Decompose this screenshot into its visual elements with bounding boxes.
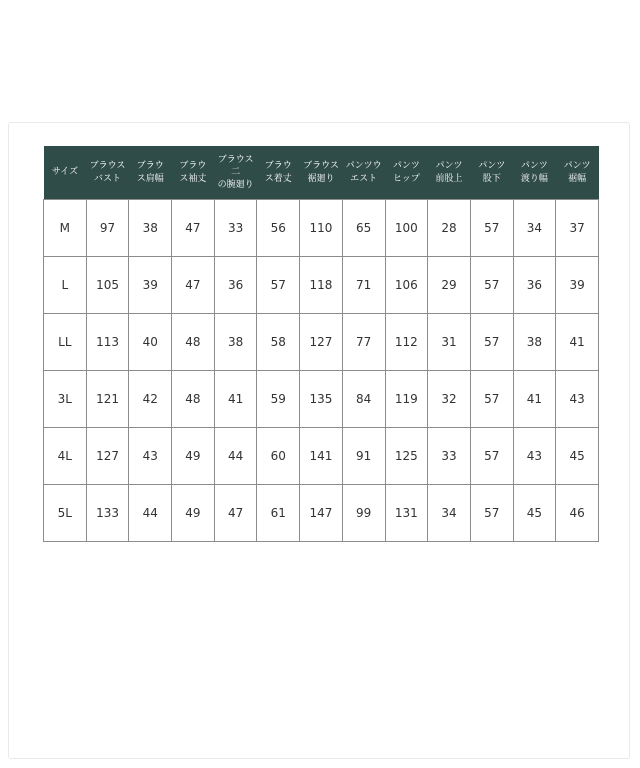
- value-cell: 118: [300, 257, 343, 314]
- value-cell: 57: [470, 485, 513, 542]
- value-cell: 112: [385, 314, 428, 371]
- column-header-pants-hip: [385, 146, 428, 200]
- value-cell: 99: [342, 485, 385, 542]
- size-chart-table: [43, 146, 599, 542]
- column-header-label: 渡り幅: [520, 173, 548, 184]
- column-header-label: 股下: [482, 173, 501, 184]
- table-row: [44, 314, 599, 371]
- value-cell: 31: [428, 314, 471, 371]
- value-cell: 41: [214, 371, 257, 428]
- value-cell: 47: [214, 485, 257, 542]
- column-header-label: ブラウス二: [217, 154, 254, 178]
- value-cell: 61: [257, 485, 300, 542]
- value-cell: 33: [214, 200, 257, 257]
- value-cell: 97: [86, 200, 129, 257]
- column-header-label: パンツ: [520, 160, 548, 171]
- value-cell: 135: [300, 371, 343, 428]
- value-cell: 34: [428, 485, 471, 542]
- value-cell: 29: [428, 257, 471, 314]
- value-cell: 46: [556, 485, 599, 542]
- value-cell: 121: [86, 371, 129, 428]
- value-cell: 36: [513, 257, 556, 314]
- value-cell: 44: [129, 485, 172, 542]
- value-cell: 56: [257, 200, 300, 257]
- value-cell: 43: [556, 371, 599, 428]
- value-cell: 28: [428, 200, 471, 257]
- value-cell: 39: [556, 257, 599, 314]
- size-cell: L: [44, 257, 87, 314]
- value-cell: 40: [129, 314, 172, 371]
- column-header-label: エスト: [350, 173, 378, 184]
- column-header-blouse-length: [257, 146, 300, 200]
- value-cell: 33: [428, 428, 471, 485]
- value-cell: 91: [342, 428, 385, 485]
- column-header-pants-front-rise: [428, 146, 471, 200]
- value-cell: 41: [556, 314, 599, 371]
- column-header-label: パンツ: [435, 160, 463, 171]
- value-cell: 127: [86, 428, 129, 485]
- value-cell: 125: [385, 428, 428, 485]
- column-header-label: ブラウ: [264, 160, 292, 171]
- column-header-label: ブラウ: [179, 160, 207, 171]
- column-header-size: [44, 146, 87, 200]
- value-cell: 49: [172, 428, 215, 485]
- value-cell: 133: [86, 485, 129, 542]
- value-cell: 84: [342, 371, 385, 428]
- size-cell: 3L: [44, 371, 87, 428]
- value-cell: 57: [470, 428, 513, 485]
- value-cell: 141: [300, 428, 343, 485]
- column-header-blouse-bust: [86, 146, 129, 200]
- value-cell: 36: [214, 257, 257, 314]
- column-header-label: パンツ: [478, 160, 506, 171]
- value-cell: 57: [470, 371, 513, 428]
- column-header-label: 前股上: [435, 173, 463, 184]
- column-header-blouse-shoulder: [129, 146, 172, 200]
- value-cell: 37: [556, 200, 599, 257]
- size-chart-body: [44, 200, 599, 542]
- value-cell: 60: [257, 428, 300, 485]
- column-header-label: ブラウ: [136, 160, 164, 171]
- value-cell: 127: [300, 314, 343, 371]
- value-cell: 45: [556, 428, 599, 485]
- value-cell: 71: [342, 257, 385, 314]
- value-cell: 39: [129, 257, 172, 314]
- column-header-label: ヒップ: [392, 173, 420, 184]
- column-header-label: ブラウス: [89, 160, 126, 171]
- value-cell: 44: [214, 428, 257, 485]
- column-header-blouse-sleeve: [172, 146, 215, 200]
- value-cell: 57: [470, 200, 513, 257]
- header-row: [44, 146, 599, 200]
- column-header-label: サイズ: [51, 167, 78, 178]
- value-cell: 58: [257, 314, 300, 371]
- value-cell: 48: [172, 371, 215, 428]
- column-header-label: の腕廻り: [217, 179, 254, 190]
- column-header-pants-hem: [556, 146, 599, 200]
- column-header-label: ス肩幅: [136, 173, 164, 184]
- value-cell: 43: [513, 428, 556, 485]
- column-header-pants-thigh: [513, 146, 556, 200]
- value-cell: 41: [513, 371, 556, 428]
- value-cell: 38: [513, 314, 556, 371]
- value-cell: 45: [513, 485, 556, 542]
- value-cell: 65: [342, 200, 385, 257]
- value-cell: 57: [470, 257, 513, 314]
- value-cell: 48: [172, 314, 215, 371]
- value-cell: 49: [172, 485, 215, 542]
- table-row: [44, 485, 599, 542]
- column-header-blouse-hem: [300, 146, 343, 200]
- column-header-label: パンツ: [392, 160, 420, 171]
- table-row: [44, 428, 599, 485]
- table-row: [44, 371, 599, 428]
- size-cell: M: [44, 200, 87, 257]
- value-cell: 131: [385, 485, 428, 542]
- value-cell: 147: [300, 485, 343, 542]
- column-header-label: 裾幅: [568, 173, 587, 184]
- column-header-label: パンツウ: [345, 160, 382, 171]
- value-cell: 43: [129, 428, 172, 485]
- value-cell: 34: [513, 200, 556, 257]
- value-cell: 119: [385, 371, 428, 428]
- value-cell: 38: [214, 314, 257, 371]
- value-cell: 57: [470, 314, 513, 371]
- table-row: [44, 257, 599, 314]
- value-cell: 100: [385, 200, 428, 257]
- value-cell: 47: [172, 257, 215, 314]
- column-header-label: バスト: [94, 173, 122, 184]
- size-cell: LL: [44, 314, 87, 371]
- value-cell: 59: [257, 371, 300, 428]
- size-cell: 4L: [44, 428, 87, 485]
- size-cell: 5L: [44, 485, 87, 542]
- column-header-label: パンツ: [563, 160, 591, 171]
- table-row: [44, 200, 599, 257]
- value-cell: 47: [172, 200, 215, 257]
- value-cell: 110: [300, 200, 343, 257]
- value-cell: 38: [129, 200, 172, 257]
- value-cell: 77: [342, 314, 385, 371]
- column-header-label: ス袖丈: [179, 173, 207, 184]
- column-header-label: ス着丈: [264, 173, 292, 184]
- column-header-label: ブラウス: [303, 160, 339, 171]
- value-cell: 32: [428, 371, 471, 428]
- column-header-pants-waist: [342, 146, 385, 200]
- column-header-label: 裾廻り: [307, 173, 335, 184]
- column-header-pants-inseam: [470, 146, 513, 200]
- column-header-blouse-upperarm: [214, 146, 257, 200]
- value-cell: 57: [257, 257, 300, 314]
- value-cell: 105: [86, 257, 129, 314]
- size-chart-card: [8, 122, 630, 759]
- size-chart-header: [44, 146, 599, 200]
- value-cell: 113: [86, 314, 129, 371]
- value-cell: 42: [129, 371, 172, 428]
- value-cell: 106: [385, 257, 428, 314]
